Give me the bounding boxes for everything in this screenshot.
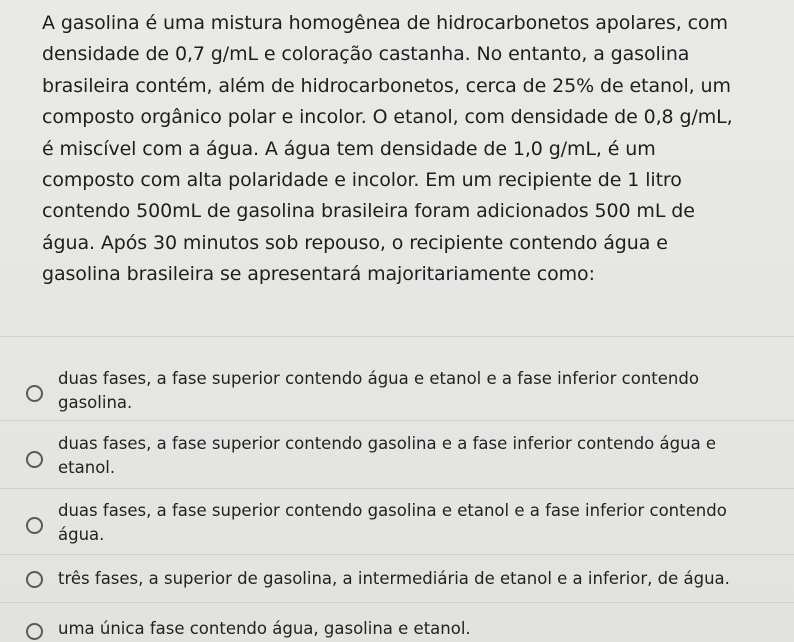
radio-unselected-icon[interactable]: [26, 571, 43, 588]
radio-unselected-icon[interactable]: [26, 451, 43, 468]
answer-option-c[interactable]: [0, 492, 794, 552]
question-line: composto com alta polaridade e incolor. Em um recipiente de 1 litro: [42, 169, 682, 192]
option-line: uma única fase contendo água, gasolina e etanol.: [58, 619, 471, 638]
option-line: água.: [58, 525, 105, 544]
option-label: [58, 432, 778, 480]
radio-unselected-icon[interactable]: [26, 517, 43, 534]
option-line: três fases, a superior de gasolina, a intermediária de etanol e a inferior, de água.: [58, 569, 730, 588]
option-label: [58, 367, 778, 415]
question-line: densidade de 0,7 g/mL e coloração castanha. No entanto, a gasolina: [42, 43, 690, 66]
option-line: gasolina.: [58, 393, 133, 412]
option-line: duas fases, a fase superior contendo água e etanol e a fase inferior contendo: [58, 369, 699, 388]
question-line: gasolina brasileira se apresentará majoritariamente como:: [42, 263, 595, 286]
radio-unselected-icon[interactable]: [26, 385, 43, 402]
question-line: contendo 500mL de gasolina brasileira foram adicionados 500 mL de: [42, 200, 695, 223]
question-line: brasileira contém, além de hidrocarbonetos, cerca de 25% de etanol, um: [42, 74, 731, 97]
question-line: A gasolina é uma mistura homogênea de hidrocarbonetos apolares, com: [42, 12, 728, 34]
question-line: é miscível com a água. A água tem densidade de 1,0 g/mL, é um: [42, 137, 656, 160]
option-line: etanol.: [58, 458, 116, 477]
option-divider: [0, 420, 794, 421]
radio-unselected-icon[interactable]: [26, 623, 43, 640]
answer-option-d[interactable]: [0, 558, 794, 598]
question-text: [42, 8, 782, 291]
option-label: [58, 617, 778, 641]
option-line: duas fases, a fase superior contendo gasolina e a fase inferior contendo água e: [58, 434, 717, 453]
option-divider: [0, 554, 794, 555]
answer-option-a[interactable]: [0, 360, 794, 416]
option-label: [58, 567, 778, 591]
question-line: composto orgânico polar e incolor. O etanol, com densidade de 0,8 g/mL,: [42, 106, 733, 129]
option-line: duas fases, a fase superior contendo gasolina e etanol e a fase inferior contendo: [58, 501, 727, 520]
question-line: água. Após 30 minutos sob repouso, o recipiente contendo água e: [42, 231, 668, 254]
option-divider: [0, 602, 794, 603]
answer-option-b[interactable]: [0, 424, 794, 484]
option-label: [58, 499, 778, 547]
answer-option-e[interactable]: [0, 606, 794, 642]
option-divider: [0, 488, 794, 489]
question-divider: [0, 336, 794, 337]
